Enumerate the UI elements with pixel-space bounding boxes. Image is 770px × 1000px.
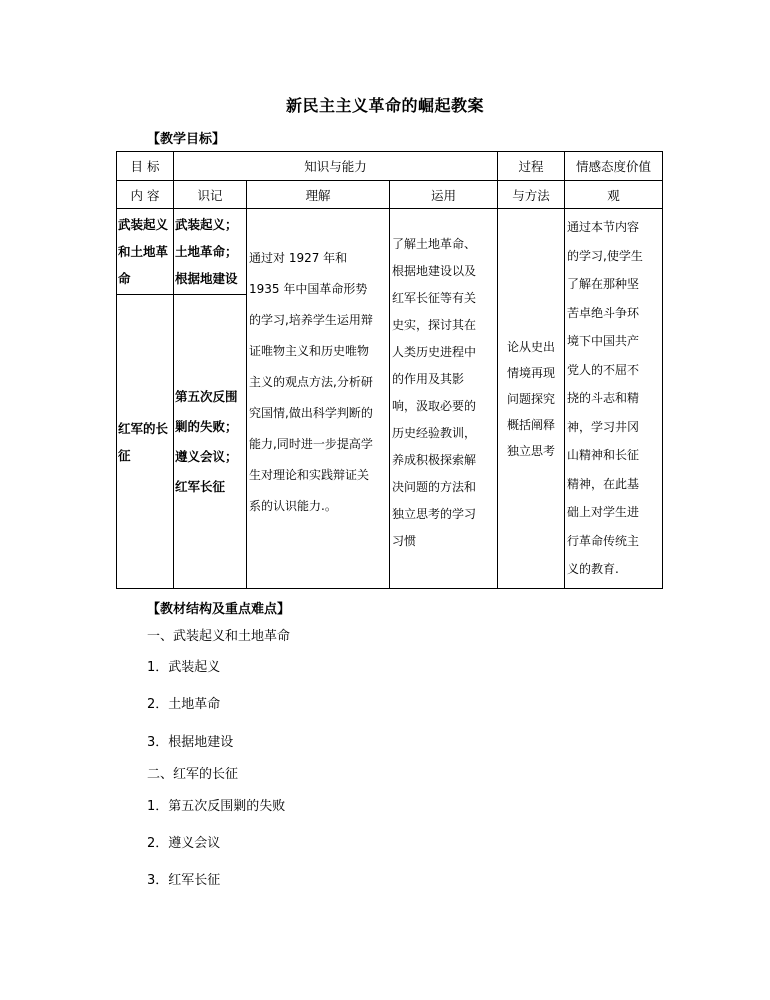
header-emotion-bottom: 观: [565, 181, 663, 209]
process-line: 情境再现: [506, 365, 555, 380]
header-emotion-top: 情感态度价值: [565, 152, 663, 181]
emotion-line: 的学习,使学生: [567, 248, 643, 263]
yunyong-line: 红军长征等有关: [392, 291, 477, 305]
header-mubiao-bottom: 内 容: [117, 181, 174, 209]
shiji-line: 第五次反围: [175, 388, 238, 404]
yunyong-line: 习惯: [392, 534, 417, 548]
process-line: 独立思考: [506, 443, 555, 458]
yunyong-line: 史实，探讨其在: [392, 318, 477, 332]
header-lijie: 理解: [247, 181, 390, 209]
outline-item: 2．遵义会议: [147, 836, 221, 851]
lijie-line: 通过对 1927 年和: [249, 251, 348, 265]
lijie-line: 的学习,培养学生运用辩: [249, 313, 373, 327]
lijie-line: 生对理论和实践辩证关: [249, 468, 370, 482]
emotion-line: 苦卓绝斗争环: [567, 305, 640, 320]
yunyong-line: 根据地建设以及: [392, 264, 477, 278]
emotion-line: 义的教育.: [567, 562, 619, 576]
section-heading-structure: 【教材结构及重点难点】: [147, 602, 291, 617]
emotion-line: 山精神和长征: [567, 448, 640, 462]
emotion-line: 挠的斗志和精: [567, 391, 640, 405]
header-shiji: 识记: [174, 181, 247, 209]
content-line: 命: [118, 271, 131, 286]
lijie-line: 究国情,做出科学判断的: [249, 406, 373, 420]
page-title: 新民主主义革命的崛起教案: [285, 96, 484, 115]
yunyong-line: 了解土地革命、: [392, 237, 477, 251]
lijie-line: 证唯物主义和历史唯物: [249, 344, 370, 358]
process-line: 问题探究: [506, 391, 555, 406]
header-knowledge: 知识与能力: [174, 152, 498, 181]
outline-item: 3．红军长征: [147, 873, 221, 888]
header-process-top: 过程: [498, 152, 565, 181]
content-line: 红军的长: [118, 420, 169, 436]
outline-item: 3．根据地建设: [147, 735, 234, 750]
content-line: 征: [118, 447, 131, 463]
yunyong-line: 的作用及其影: [392, 372, 465, 386]
yunyong-line: 历史经验教训，: [392, 426, 477, 440]
shiji-line: 剿的失败；: [175, 418, 238, 434]
shiji-line: 遵义会议；: [175, 448, 238, 464]
yunyong-cell: [390, 209, 498, 589]
emotion-line: 础上对学生进: [567, 505, 640, 519]
shiji-line: 武装起义；: [175, 217, 238, 232]
yunyong-line: 人类历史进程中: [392, 345, 477, 359]
emotion-line: 神，学习井冈: [567, 419, 640, 434]
process-cell: [498, 209, 565, 589]
emotion-line: 境下中国共产: [567, 334, 640, 348]
emotion-line: 行革命传统主: [567, 533, 640, 548]
content-line: 武装起义: [118, 217, 169, 232]
process-line: 概括阐释: [506, 417, 555, 432]
header-process-bottom: 与方法: [498, 181, 565, 209]
outline-item: 1．武装起义: [147, 660, 221, 675]
lijie-line: 能力,同时进一步提高学: [249, 437, 373, 451]
content-cell-row2: [117, 295, 174, 589]
emotion-cell: [565, 209, 663, 589]
emotion-line: 通过本节内容: [567, 220, 640, 234]
outline-item: 一、武装起义和土地革命: [147, 629, 291, 644]
content-cell-row1: [117, 209, 174, 295]
header-yunyong: 运用: [390, 181, 498, 209]
header-mubiao-top: 目 标: [117, 152, 174, 181]
outline-item: 2．土地革命: [147, 697, 221, 712]
yunyong-line: 养成积极探索解: [392, 453, 477, 467]
outline-item: 二、红军的长征: [147, 767, 239, 782]
yunyong-line: 独立思考的学习: [392, 507, 477, 521]
lijie-line: 系的认识能力.。: [249, 499, 337, 513]
yunyong-line: 决问题的方法和: [392, 480, 477, 494]
content-line: 和土地革: [118, 244, 169, 259]
shiji-line: 根据地建设: [175, 271, 238, 286]
shiji-cell-row2: [174, 295, 247, 589]
emotion-line: 党人的不屈不: [567, 362, 640, 377]
emotion-line: 精神，在此基: [567, 476, 640, 491]
lijie-line: 主义的观点方法,分析研: [249, 375, 373, 389]
process-line: 论从史出: [506, 339, 555, 354]
shiji-line: 红军长征: [175, 478, 226, 494]
objectives-table: [116, 151, 663, 589]
lijie-cell: [247, 209, 390, 589]
emotion-line: 了解在那种坚: [567, 277, 640, 291]
shiji-cell-row1: [174, 209, 247, 295]
section-heading-objectives: 【教学目标】: [147, 132, 226, 147]
lijie-line: 1935 年中国革命形势: [249, 282, 368, 296]
outline-item: 1．第五次反围剿的失败: [147, 799, 286, 814]
shiji-line: 土地革命；: [175, 244, 238, 259]
yunyong-line: 响，汲取必要的: [392, 399, 477, 413]
